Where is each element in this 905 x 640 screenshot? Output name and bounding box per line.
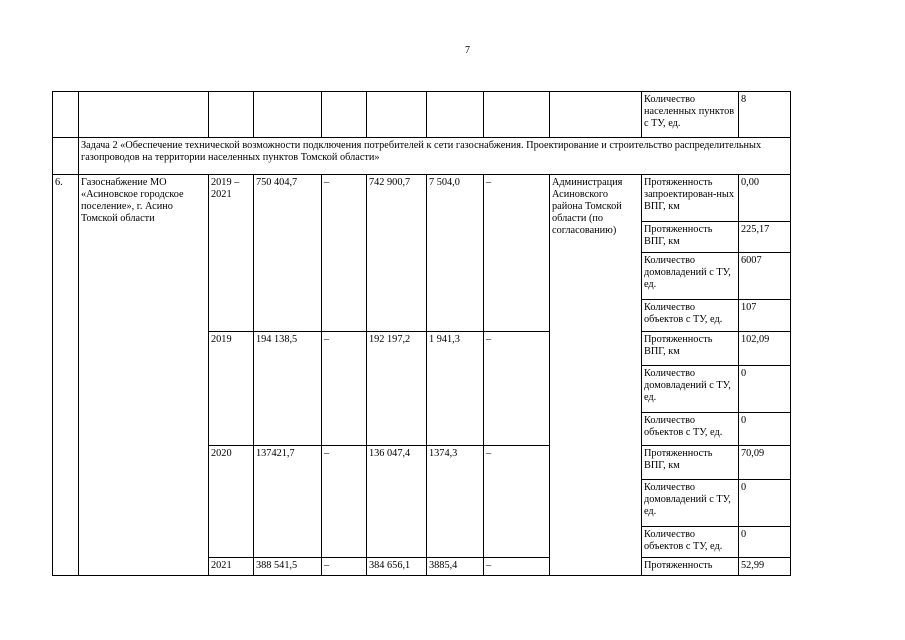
indicator-value-cell: 225,17	[739, 222, 791, 253]
indicator-value-cell: 0	[739, 480, 791, 527]
other-cell: –	[484, 175, 550, 332]
local-cell: 3885,4	[427, 558, 484, 576]
other-cell: –	[484, 558, 550, 576]
federal-cell: –	[322, 332, 367, 446]
indicator-value-cell: 0	[739, 366, 791, 413]
regional-cell: 742 900,7	[367, 175, 427, 332]
indicator-value-cell: 102,09	[739, 332, 791, 366]
total-cell: 194 138,5	[254, 332, 322, 446]
indicator-cell: Количество домовладений с ТУ, ед.	[642, 253, 739, 300]
indicator-value-cell: 8	[739, 92, 791, 138]
indicator-value-cell: 0	[739, 527, 791, 558]
federal-cell: –	[322, 558, 367, 576]
period-cell: 2019 – 2021	[209, 175, 254, 332]
federal-cell: –	[322, 446, 367, 558]
indicator-value-cell: 52,99	[739, 558, 791, 576]
other-cell: –	[484, 332, 550, 446]
total-cell: 388 541,5	[254, 558, 322, 576]
indicator-cell: Количество объектов с ТУ, ед.	[642, 527, 739, 558]
indicator-cell: Количество домовладений с ТУ, ед.	[642, 366, 739, 413]
regional-cell: 136 047,4	[367, 446, 427, 558]
indicator-value-cell: 0	[739, 413, 791, 446]
indicator-cell: Количество объектов с ТУ, ед.	[642, 300, 739, 332]
local-cell: 1 941,3	[427, 332, 484, 446]
period-cell: 2019	[209, 332, 254, 446]
local-cell: 7 504,0	[427, 175, 484, 332]
total-cell: 137421,7	[254, 446, 322, 558]
regional-cell: 384 656,1	[367, 558, 427, 576]
item-number-cell: 6.	[53, 175, 79, 576]
local-cell: 1374,3	[427, 446, 484, 558]
indicator-value-cell: 70,09	[739, 446, 791, 480]
indicator-cell: Протяженность запроектирован-ных ВПГ, км	[642, 175, 739, 222]
indicator-cell: Количество населенных пунктов с ТУ, ед.	[642, 92, 739, 138]
task-cell: Задача 2 «Обеспечение технической возможности подключения потребителей к сети газоснабжения. Проектирование и строительство распределительных газопроводов на территории населенных пунктов Томской области»	[79, 138, 791, 175]
total-cell: 750 404,7	[254, 175, 322, 332]
program-table	[52, 91, 791, 576]
table-row	[53, 175, 791, 222]
table-row	[53, 92, 791, 138]
regional-cell: 192 197,2	[367, 332, 427, 446]
task-row	[53, 138, 791, 175]
other-cell: –	[484, 446, 550, 558]
page-number: 7	[465, 45, 470, 56]
indicator-cell: Количество объектов с ТУ, ед.	[642, 413, 739, 446]
indicator-cell: Протяженность ВПГ, км	[642, 222, 739, 253]
executor-cell: Администрация Асиновского района Томской области (по согласованию)	[550, 175, 642, 576]
indicator-cell: Протяженность	[642, 558, 739, 576]
period-cell: 2020	[209, 446, 254, 558]
indicator-value-cell: 6007	[739, 253, 791, 300]
indicator-value-cell: 107	[739, 300, 791, 332]
indicator-cell: Протяженность ВПГ, км	[642, 446, 739, 480]
indicator-cell: Протяженность ВПГ, км	[642, 332, 739, 366]
indicator-cell: Количество домовладений с ТУ, ед.	[642, 480, 739, 527]
period-cell: 2021	[209, 558, 254, 576]
indicator-value-cell: 0,00	[739, 175, 791, 222]
item-name-cell: Газоснабжение МО «Асиновское городское поселение», г. Асино Томской области	[79, 175, 209, 576]
federal-cell: –	[322, 175, 367, 332]
